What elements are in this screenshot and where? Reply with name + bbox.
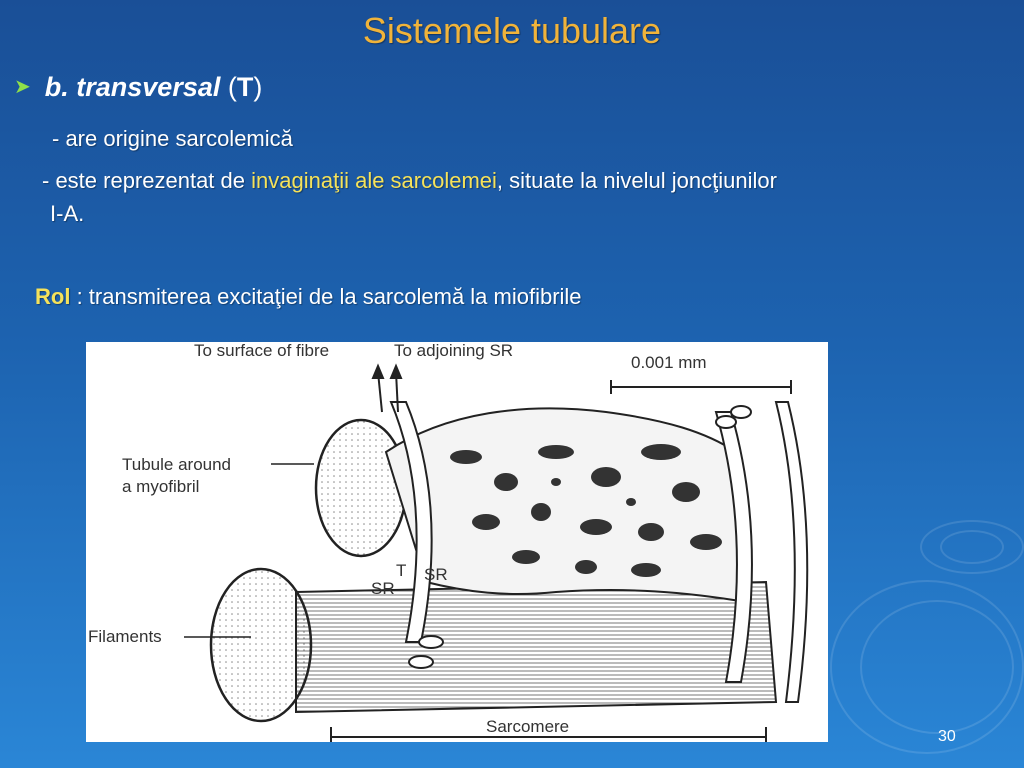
label-a-myofibril: a myofibril [122, 477, 200, 496]
label-sr-right: SR [424, 565, 448, 584]
label-tubule-around: Tubule around [122, 455, 232, 474]
bullet-arrow-icon: ➤ [14, 76, 31, 98]
text-line-origin: - are origine sarcolemică [52, 126, 293, 151]
text-prefix: - este reprezentat de [42, 168, 252, 193]
bullet-close-paren: ) [253, 72, 263, 102]
label-t: T [396, 561, 407, 580]
role-label: Rol [35, 284, 71, 309]
role-text: : transmiterea excitaţiei de la sarcolemă la miofibrile [70, 284, 582, 309]
highlight-text: invaginaţii ale sarcolemei [251, 168, 497, 193]
role-line [35, 284, 582, 310]
bullet-label: b. transversal [44, 72, 221, 102]
ripple-decoration [920, 520, 1024, 574]
bullet-code: T [236, 72, 254, 102]
text-line-continuation: I-A. [50, 201, 85, 226]
label-scale: 0.001 mm [631, 353, 707, 372]
label-filaments: Filaments [88, 627, 162, 646]
bullet-open-paren: ( [220, 72, 237, 102]
label-to-adjoining-sr: To adjoining SR [394, 342, 514, 360]
text-line-representation [42, 168, 777, 194]
label-to-surface: To surface of fibre [194, 342, 330, 360]
text-suffix: , situate la nivelul joncţiunilor [496, 168, 777, 193]
ripple-decoration [830, 580, 1024, 754]
label-sarcomere: Sarcomere [486, 717, 570, 736]
diagram-svg [86, 342, 828, 742]
bullet-heading [14, 72, 262, 103]
slide-title: Sistemele tubulare [362, 10, 662, 51]
page-number: 30 [938, 728, 956, 745]
label-sr-left: SR [371, 579, 395, 598]
t-tubule-diagram [86, 342, 828, 742]
